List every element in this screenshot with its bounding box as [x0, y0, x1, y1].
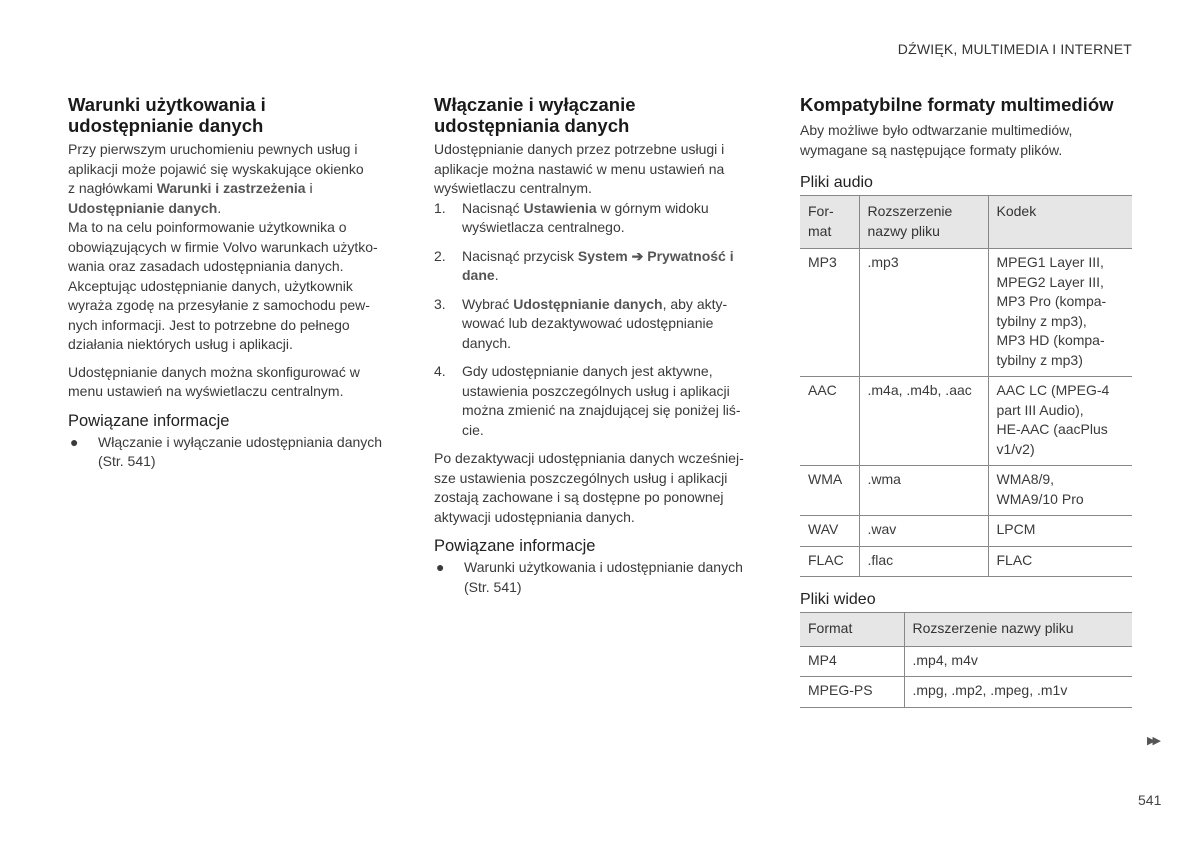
text-line: aktywacji udostępniania danych. [434, 508, 635, 525]
text-line: v1/v2) [996, 440, 1035, 457]
page-reference: (Str. 541) [98, 453, 156, 469]
terms-section [68, 94, 406, 472]
text-line: Nacisnąć przycisk [462, 247, 578, 264]
text-line: part III Audio), [996, 401, 1084, 418]
text-line: MP3 Pro (kompa- [996, 293, 1107, 309]
step-text [462, 247, 734, 286]
text-line: Ma to na celu poinformowanie użytkownika o [68, 219, 347, 235]
step-item [434, 295, 770, 354]
toggle-sharing-section [434, 94, 770, 597]
text-line: menu ustawień na wyświetlaczu centralnym. [68, 383, 344, 399]
text-line: danych. [462, 334, 512, 351]
media-formats-intro [800, 121, 1132, 160]
text-line: . [494, 267, 499, 283]
codec-cell [988, 466, 1132, 516]
related-info-heading: Powiązane informacje [68, 411, 230, 430]
text-line: AAC LC (MPEG-4 [996, 382, 1110, 398]
text-line: nych informacji. Jest to potrzebne do pełnego [68, 316, 350, 333]
extension-cell: .wav [859, 516, 988, 547]
step-number: 4. [434, 363, 446, 379]
text-line: Gdy udostępnianie danych jest aktywne, [462, 363, 713, 379]
table-header-row [800, 196, 1132, 249]
text-line: WMA9/10 Pro [996, 490, 1084, 507]
text-line: , aby akty- [662, 295, 728, 312]
text-line: wymagane są następujące formaty plików. [800, 141, 1063, 158]
terms-paragraph-2 [68, 218, 406, 355]
media-formats-heading: Kompatybilne formaty multimediów [800, 94, 1114, 115]
text-line: WMA8/9, [996, 471, 1055, 487]
table-header-row [800, 613, 1132, 647]
text-line: mat [808, 222, 832, 239]
steps-list [434, 199, 770, 441]
text-line: Przy pierwszym uruchomieniu pewnych usług i [68, 141, 358, 157]
audio-table-title: Pliki audio [800, 174, 873, 191]
text-line: MPEG1 Layer III, [996, 254, 1104, 270]
related-link-text[interactable] [98, 433, 382, 472]
format-cell: MP3 [800, 249, 859, 377]
text-line: . [217, 199, 222, 216]
text-line: w górnym widoku [596, 199, 709, 216]
privacy-highlight: dane [462, 267, 495, 283]
text-line: wować lub dezaktywować udostępnianie [462, 315, 714, 331]
step-number: 3. [434, 295, 446, 312]
step-text [462, 199, 709, 238]
extension-cell: .mp4, m4v [904, 646, 1132, 677]
table-row [800, 546, 1132, 577]
audio-formats-table [800, 195, 1132, 577]
step-number: 2. [434, 247, 446, 264]
codec-cell [988, 249, 1132, 377]
table-row [800, 249, 1132, 377]
system-highlight: System [577, 247, 628, 264]
column-header-extension [859, 196, 988, 249]
table-row [800, 377, 1132, 466]
step-item [434, 247, 770, 286]
format-cell: MP4 [800, 646, 904, 677]
step-item [434, 362, 770, 440]
toggle-sharing-heading [434, 94, 770, 136]
step-item [434, 199, 770, 238]
toggle-heading-line1: Włączanie i wyłączanie [434, 94, 636, 115]
text-line: nazwy pliku [867, 222, 940, 239]
terms-heading-line2: udostępnianie danych [68, 115, 264, 136]
text-line: działania niektórych usług i aplikacji. [68, 336, 293, 352]
extension-cell: .flac [859, 546, 988, 577]
step-text [462, 362, 741, 440]
privacy-highlight: Prywatność i [647, 247, 734, 264]
format-cell: MPEG-PS [800, 677, 904, 708]
text-line: HE-AAC (aacPlus [996, 421, 1108, 437]
terms-highlight: Warunki i zastrzeżenia [156, 180, 306, 196]
text-line: można zmienić na znajdującej się poniżej liś- [462, 402, 741, 418]
text-line: For- [808, 203, 834, 219]
table-row [800, 516, 1132, 547]
related-link-item[interactable] [434, 558, 770, 597]
settings-highlight: Ustawienia [523, 199, 597, 216]
format-cell: FLAC [800, 546, 859, 577]
extension-cell: .wma [859, 466, 988, 516]
text-line: cie. [462, 421, 484, 438]
terms-heading [68, 94, 406, 136]
extension-cell: .mpg, .mp2, .mpeg, .m1v [904, 677, 1132, 708]
text-line: Warunki użytkowania i udostępnianie danych [464, 559, 743, 575]
related-info-heading: Powiązane informacje [434, 537, 596, 555]
format-cell: WAV [800, 516, 859, 547]
format-cell: WMA [800, 466, 859, 516]
text-line: Włączanie i wyłączanie udostępniania danych [98, 433, 383, 450]
text-line: Wybrać [462, 295, 514, 312]
terms-paragraph-3 [68, 363, 406, 402]
text-line: Nacisnąć [462, 199, 524, 216]
text-line: obowiązujących w firmie Volvo warunkach użytko- [68, 238, 378, 255]
text-line: MPEG2 Layer III, [996, 273, 1104, 290]
text-line: Rozszerzenie [867, 203, 953, 219]
text-line: wyświetlaczu centralnym. [434, 180, 592, 196]
extension-cell: .mp3 [859, 249, 988, 377]
continue-arrows-icon: ▶▶ [1147, 735, 1158, 747]
data-sharing-highlight: Udostępnianie danych [513, 295, 663, 312]
codec-cell: LPCM [988, 516, 1132, 547]
arrow-right-icon: ➔ [631, 247, 644, 264]
bullet-icon: ● [70, 433, 79, 450]
text-line: z nagłówkami [68, 180, 157, 196]
bullet-icon: ● [436, 559, 445, 575]
text-line: wania oraz zasadach udostępniania danych. [68, 258, 344, 274]
codec-cell [988, 377, 1132, 466]
toggle-intro [434, 140, 770, 199]
text-line: tybilny z mp3) [996, 351, 1083, 368]
text-line: wyświetlacza centralnego. [462, 219, 625, 235]
video-table-title: Pliki wideo [800, 591, 876, 608]
text-line: Udostępnianie danych można skonfigurować w [68, 363, 360, 380]
text-line: Po dezaktywacji udostępniania danych wcześniej- [434, 450, 744, 466]
text-line: aplikacji może pojawić się wyskakujące okienko [68, 160, 364, 177]
column-header-extension: Rozszerzenie nazwy pliku [904, 613, 1132, 647]
table-row [800, 466, 1132, 516]
terms-heading-line1: Warunki użytkowania i [68, 94, 266, 115]
text-line: sze ustawienia poszczególnych usług i aplikacji [434, 469, 728, 486]
codec-cell: FLAC [988, 546, 1132, 577]
text-line: Aby możliwe było odtwarzanie multimediów, [800, 122, 1073, 138]
related-link-text[interactable] [464, 558, 743, 597]
text-line: Akceptując udostępnianie danych, użytkownik [68, 277, 353, 294]
text-line: wyraża zgodę na przesyłanie z samochodu pew- [68, 297, 370, 313]
step-number: 1. [434, 199, 446, 216]
running-header: DŹWIĘK, MULTIMEDIA I INTERNET [897, 41, 1132, 57]
text-line: aplikacje można nastawić w menu ustawień na [434, 160, 725, 177]
toggle-heading-line2: udostępniania danych [434, 115, 630, 136]
media-formats-section [800, 94, 1132, 708]
text-line: i [305, 180, 313, 196]
format-cell: AAC [800, 377, 859, 466]
related-link-item[interactable] [68, 433, 406, 472]
column-header-format: Format [800, 613, 904, 647]
step-text [462, 295, 727, 354]
text-line: zostają zachowane i są dostępne po ponownej [434, 489, 724, 505]
extension-cell: .m4a, .m4b, .aac [859, 377, 988, 466]
table-row [800, 677, 1132, 708]
terms-paragraph-1 [68, 140, 406, 218]
text-line: ustawienia poszczególnych usług i aplikacji [462, 382, 730, 399]
video-formats-table [800, 612, 1132, 708]
text-line: MP3 HD (kompa- [996, 332, 1105, 348]
text-line: Udostępnianie danych przez potrzebne usługi i [434, 141, 725, 157]
column-header-format [800, 196, 859, 249]
column-header-codec: Kodek [988, 196, 1132, 249]
table-row [800, 646, 1132, 677]
text-line: tybilny z mp3), [996, 312, 1087, 329]
deactivation-paragraph [434, 449, 770, 527]
page-reference: (Str. 541) [464, 578, 522, 595]
data-sharing-highlight: Udostępnianie danych [68, 199, 218, 216]
page-number: 541 [1138, 792, 1162, 808]
